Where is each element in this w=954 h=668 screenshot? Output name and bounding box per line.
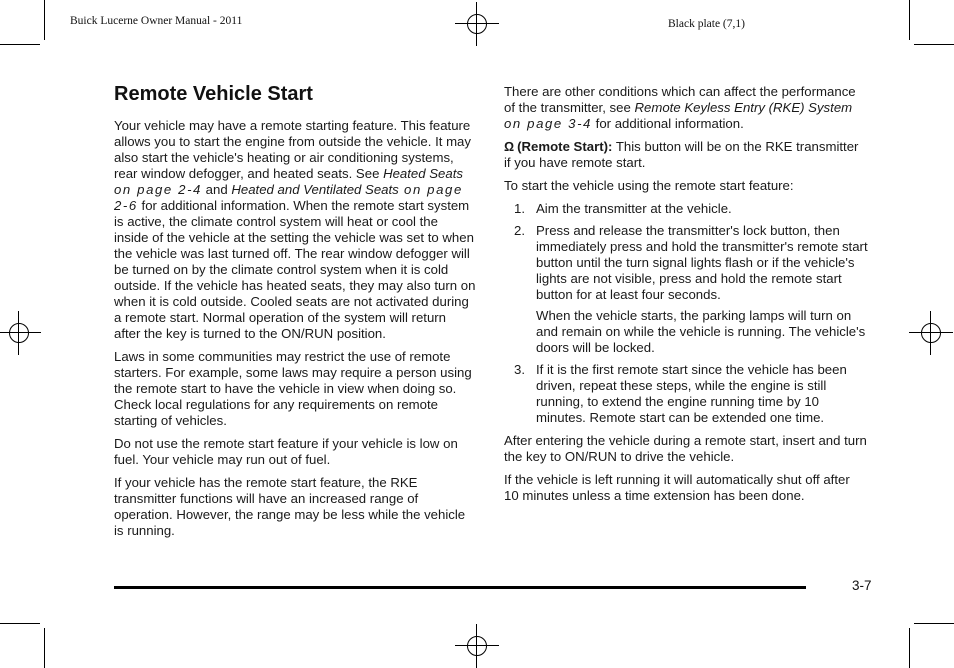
laws-paragraph: Laws in some communities may restrict the use of remote starters. For example, some laws may require a person using the remote start to have the vehicle in view when doing so. Check local regulations for any requirements on remote starting of vehicles. [114,349,472,428]
heated-ventilated-seats-link[interactable]: Heated and Ventilated Seats on page 2-6 [114,182,463,213]
rke-system-link[interactable]: Remote Keyless Entry (RKE) System on page 3-4 [504,100,853,131]
trim-mark-br-h [914,623,954,624]
trim-mark-br-v [909,628,910,668]
rke-range-paragraph: If your vehicle has the remote start feature, the RKE transmitter functions will have an increased range of operation. However, the range may be less while the vehicle is running. [114,475,466,538]
intro-paragraph: Your vehicle may have a remote starting feature. This feature allows you to start the engine from outside the vehicle. It may also start the vehicle's heating or air conditioning systems, rear window defogger, and heated seats. See Heated Seats on page 2-4 and Heated and Ventilated Seats on page 2-6 for additional information. When the remote start system is active, the climate control system will heat or cool the inside of the vehicle at the setting the vehicle was set to when the vehicle was last turned off. The rear window defogger will be turned on by the climate control system when it is cold outside. If the vehicle has heated seats, they may also turn on when it is cold outside. Cooled seats are not activated during a remote start. Normal operation of the system will return after the key is turned to the ON/RUN position. [114,118,476,341]
registration-mark-top [463,10,491,38]
page-number: 3-7 [852,578,872,593]
registration-mark-left [5,319,33,347]
registration-mark-bottom [463,632,491,660]
after-entering-paragraph: After entering the vehicle during a remote start, insert and turn the key to ON/RUN to drive the vehicle. [504,433,867,464]
right-column [504,84,868,511]
heated-seats-link[interactable]: Heated Seats on page 2-4 [114,166,463,197]
manual-title-header: Buick Lucerne Owner Manual - 2011 [70,15,243,27]
left-column [114,82,476,546]
remote-start-button-paragraph: Ω (Remote Start): This button will be on the RKE transmitter if you have remote start. [504,139,859,170]
plate-label: Black plate (7,1) [668,18,745,30]
trim-mark-tl-v [44,0,45,40]
trim-mark-tl-h [0,44,40,45]
procedure-steps [504,201,868,426]
auto-shutoff-paragraph: If the vehicle is left running it will automatically shut off after 10 minutes unless a time extension has been done. [504,472,850,503]
footer-rule [114,586,806,589]
remote-start-icon: Ω [504,139,515,154]
registration-mark-right [917,319,945,347]
list-item: 3. If it is the first remote start since the vehicle has been driven, repeat these steps, while the engine is still running, to extend the engine running time by 10 minutes. Remote start can be extended one time. [514,362,847,425]
trim-mark-tr-h [914,44,954,45]
conditions-paragraph: There are other conditions which can affect the performance of the transmitter, see Remote Keyless Entry (RKE) System on page 3-4 for additional information. [504,84,856,131]
list-item: 2. Press and release the transmitter's lock button, then immediately press and hold the transmitter's remote start button until the turn signal lights flash or if the vehicle's lights are not visible, press and hold the remote start button for at least four seconds. When the vehicle starts, the parking lamps will turn on and remain on while the vehicle is running. The vehicle's doors will be locked. [514,223,868,355]
fuel-warning-paragraph: Do not use the remote start feature if your vehicle is low on fuel. Your vehicle may run out of fuel. [114,436,458,467]
trim-mark-bl-h [0,623,40,624]
trim-mark-bl-v [44,628,45,668]
procedure-intro: To start the vehicle using the remote start feature: [504,178,794,193]
section-title: Remote Vehicle Start [114,83,313,105]
list-item: 1. Aim the transmitter at the vehicle. [514,201,732,216]
trim-mark-tr-v [909,0,910,40]
remote-start-label: (Remote Start): [517,139,613,154]
